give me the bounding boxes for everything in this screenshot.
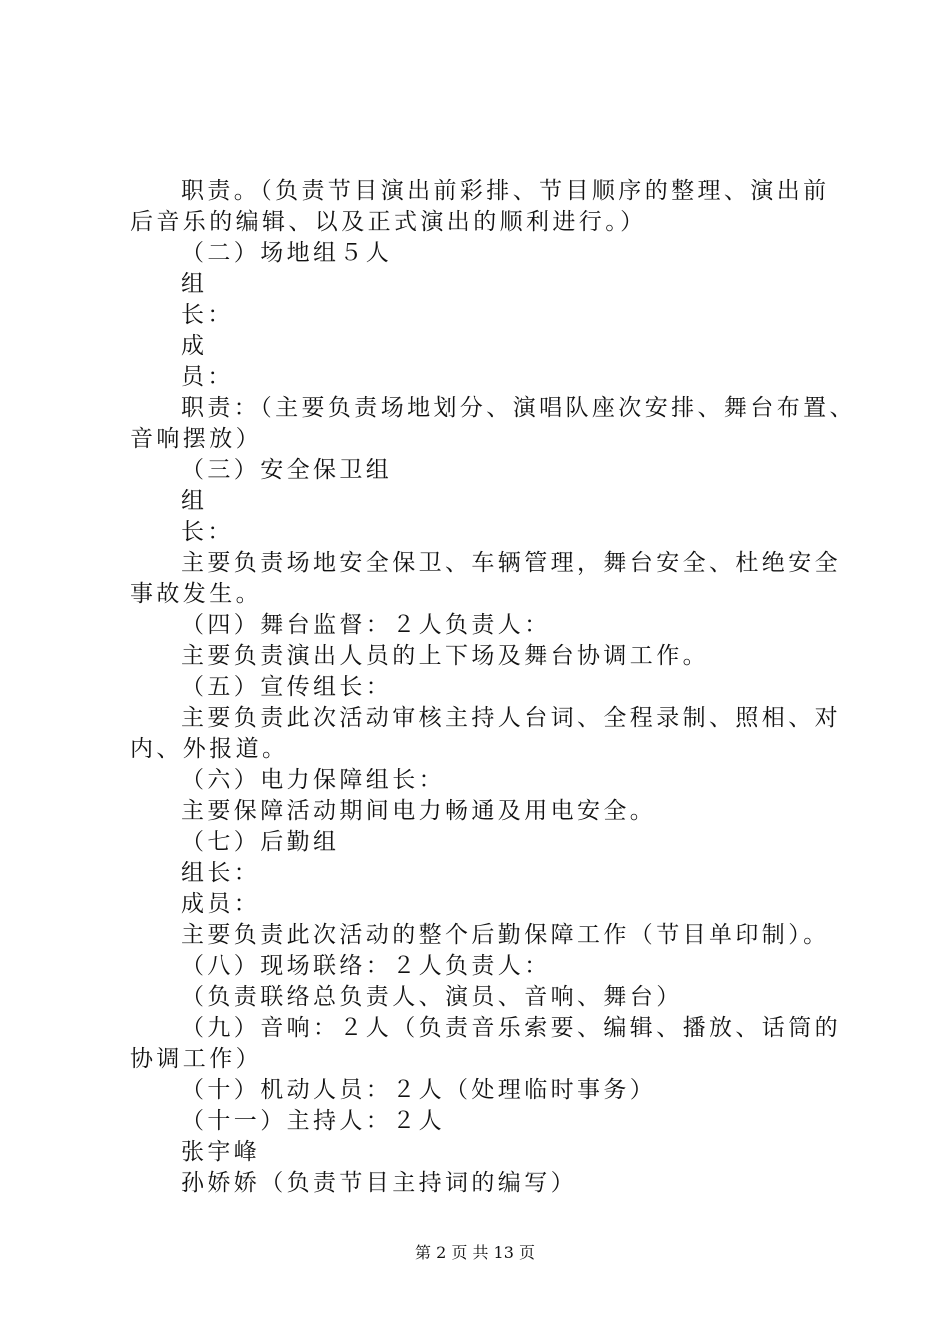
text-line: 主要负责此次活动的整个后勤保障工作（节目单印制）。	[181, 922, 830, 948]
text-line: （九）音响：２人（负责音乐索要、编辑、播放、话筒的	[181, 1015, 841, 1041]
text-line: 组长：	[181, 860, 261, 886]
document-body	[130, 176, 856, 1199]
text-line: 内、外报道。	[130, 736, 289, 762]
text-line: 音响摆放）	[130, 426, 262, 452]
text-line: （十一）主持人：２人	[181, 1108, 445, 1134]
text-line: 组	[181, 271, 208, 297]
text-line: （负责联络总负责人、演员、音响、舞台）	[181, 984, 683, 1010]
text-line: （二）场地组５人	[181, 240, 393, 266]
text-line: 事故发生。	[130, 581, 262, 607]
text-line: （十）机动人员：２人（处理临时事务）	[181, 1077, 657, 1103]
text-line: 主要负责此次活动审核主持人台词、全程录制、照相、对	[181, 705, 841, 731]
text-line: 职责。（负责节目演出前彩排、节目顺序的整理、演出前	[181, 178, 830, 204]
text-line: 组	[181, 488, 208, 514]
text-line: （八）现场联络：２人负责人：	[181, 953, 551, 979]
text-line: 成	[181, 333, 208, 359]
text-line: 主要保障活动期间电力畅通及用电安全。	[181, 798, 657, 824]
text-line: （六）电力保障组长：	[181, 767, 445, 793]
text-line: 成员：	[181, 891, 261, 917]
text-line: （七）后勤组	[181, 829, 340, 855]
text-line: 职责：（主要负责场地划分、演唱队座次安排、舞台布置、	[181, 395, 856, 421]
text-line: 孙娇娇（负责节目主持词的编写）	[181, 1170, 577, 1196]
text-line: 协调工作）	[130, 1046, 262, 1072]
text-line: 员：	[181, 364, 234, 390]
text-line: （五）宣传组长：	[181, 674, 393, 700]
text-line: 长：	[181, 302, 234, 328]
text-line: 主要负责场地安全保卫、车辆管理，舞台安全、杜绝安全	[181, 550, 841, 576]
text-line: 后音乐的编辑、以及正式演出的顺利进行。）	[130, 209, 647, 235]
text-line: （四）舞台监督：２人负责人：	[181, 612, 551, 638]
text-line: 张宇峰	[181, 1139, 261, 1165]
page-footer: 第 2 页 共 13 页	[415, 1243, 535, 1262]
text-line: 主要负责演出人员的上下场及舞台协调工作。	[181, 643, 709, 669]
text-line: 长：	[181, 519, 234, 545]
text-line: （三）安全保卫组	[181, 457, 393, 483]
